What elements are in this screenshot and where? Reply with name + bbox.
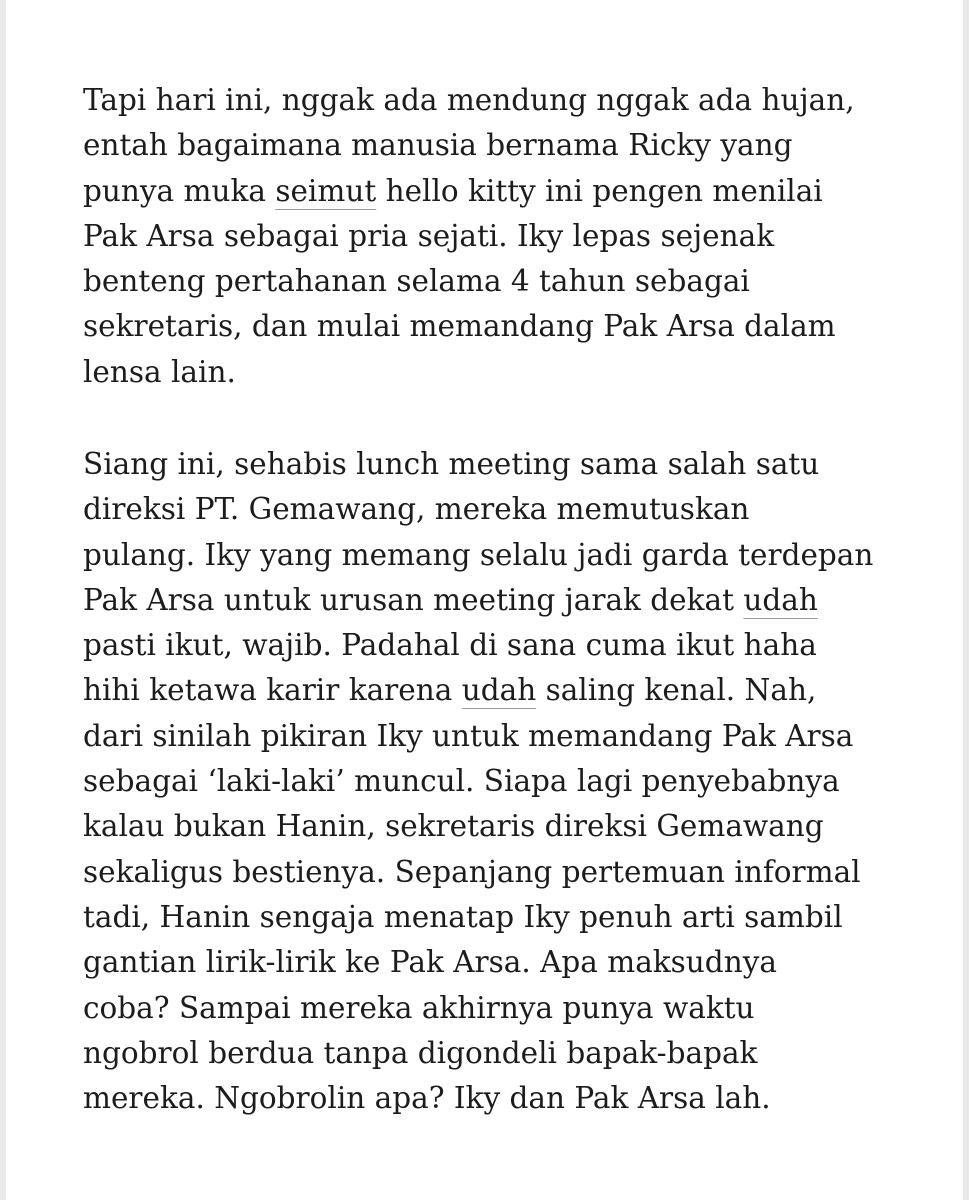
- text-line: [83, 1031, 883, 1076]
- text-line: [83, 304, 883, 349]
- text-line: [83, 259, 883, 304]
- left-page-edge: [0, 0, 6, 1200]
- underlined-word[interactable]: udah: [461, 673, 537, 708]
- text-line: [83, 714, 883, 759]
- text-span: direksi PT. Gemawang, mereka memutuskan: [83, 492, 750, 527]
- text-span: hello kitty ini pengen menilai: [376, 173, 823, 208]
- paragraph-1: [83, 78, 883, 395]
- paragraph-2: [83, 442, 883, 1121]
- text-span: Siang ini, sehabis lunch meeting sama salah satu: [83, 447, 820, 481]
- text-span: dari sinilah pikiran Iky untuk memandang Pak Arsa: [83, 718, 854, 753]
- text-span: Tapi hari ini, nggak ada mendung nggak ada hujan,: [83, 83, 855, 117]
- text-span: entah bagaimana manusia bernama Ricky yang: [83, 128, 793, 163]
- text-line: [83, 986, 883, 1031]
- text-span: pulang. Iky yang memang selalu jadi garda terdepan: [83, 537, 874, 572]
- text-span: punya muka: [83, 173, 276, 208]
- text-span: sekaligus bestienya. Sepanjang pertemuan informal: [83, 854, 861, 889]
- text-span: mereka. Ngobrolin apa? Iky dan Pak Arsa lah.: [83, 1081, 771, 1116]
- text-line: [83, 668, 883, 713]
- text-line: [83, 850, 883, 895]
- text-line: [83, 78, 883, 123]
- text-line: [83, 1076, 883, 1121]
- text-line: [83, 442, 883, 487]
- text-line: [83, 487, 883, 532]
- text-line: [83, 759, 883, 804]
- text-span: pasti ikut, wajib. Padahal di sana cuma ikut haha: [83, 628, 817, 663]
- text-line: [83, 533, 883, 578]
- text-span: kalau bukan Hanin, sekretaris direksi Gemawang: [83, 809, 824, 844]
- text-line: [83, 623, 883, 668]
- text-line: [83, 123, 883, 168]
- text-span: benteng pertahanan selama 4 tahun sebagai: [83, 264, 750, 299]
- text-span: ngobrol berdua tanpa digondeli bapak-bapak: [83, 1035, 758, 1070]
- text-span: tadi, Hanin sengaja menatap Iky penuh arti sambil: [83, 899, 843, 934]
- text-span: Pak Arsa sebagai pria sejati. Iky lepas sejenak: [83, 218, 775, 253]
- text-span: hihi ketawa karir karena: [83, 673, 462, 708]
- underlined-word[interactable]: seimut: [275, 173, 377, 208]
- underlined-word[interactable]: udah: [743, 582, 818, 617]
- text-line: [83, 169, 883, 214]
- text-line: [83, 940, 883, 985]
- text-line: [83, 350, 883, 395]
- text-span: sekretaris, dan mulai memandang Pak Arsa dalam: [83, 309, 836, 344]
- text-line: [83, 804, 883, 849]
- text-span: Pak Arsa untuk urusan meeting jarak dekat: [83, 582, 744, 617]
- text-span: coba? Sampai mereka akhirnya punya waktu: [83, 990, 755, 1025]
- text-line: [83, 214, 883, 259]
- text-span: saling kenal. Nah,: [536, 673, 817, 708]
- text-span: gantian lirik-lirik ke Pak Arsa. Apa maksudnya: [83, 945, 777, 980]
- text-line: [83, 578, 883, 623]
- right-page-edge: [963, 0, 969, 1200]
- text-line: [83, 895, 883, 940]
- text-span: sebagai ‘laki-laki’ muncul. Siapa lagi penyebabnya: [83, 764, 840, 799]
- text-span: lensa lain.: [83, 354, 236, 389]
